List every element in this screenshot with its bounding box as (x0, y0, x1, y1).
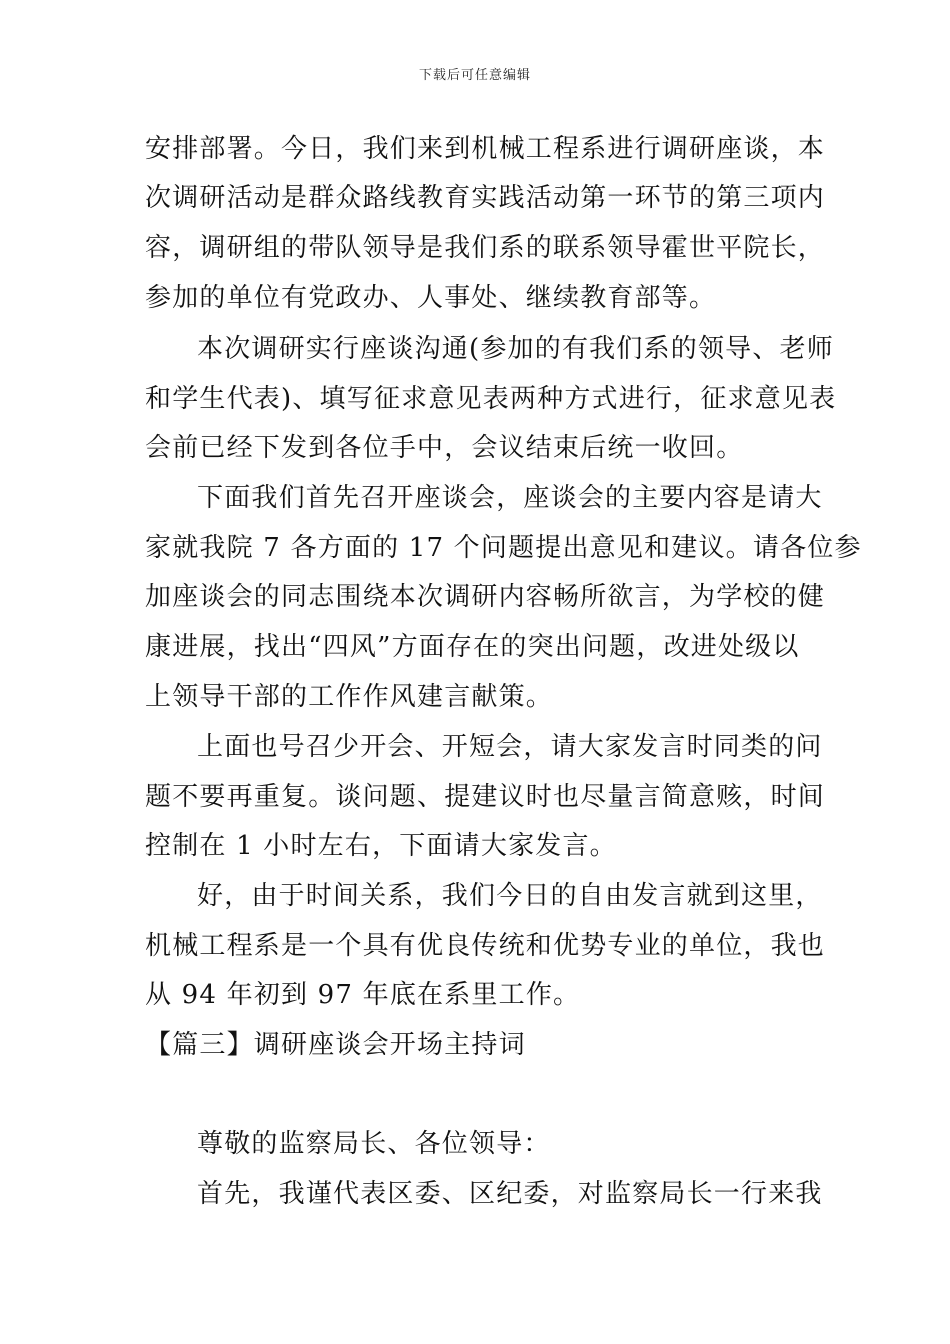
text-line: 上领导干部的工作作风建言献策。 (145, 682, 554, 712)
text-line: 参加的单位有党政办、人事处、继续教育部等。 (145, 283, 717, 313)
text-line: 加座谈会的同志围绕本次调研内容畅所欲言，为学校的健 (145, 582, 826, 612)
salutation: 尊敬的监察局长、各位领导： (197, 1129, 551, 1159)
text-line: 和学生代表)、填写征求意见表两种方式进行，征求意见表 (145, 384, 837, 414)
text-line: 下面我们首先召开座谈会，座谈会的主要内容是请大 (197, 483, 823, 513)
section-heading: 【篇三】调研座谈会开场主持词 (145, 1030, 526, 1060)
text-line: 首先，我谨代表区委、区纪委，对监察局长一行来我 (197, 1179, 823, 1209)
text-line: 家就我院 7 各方面的 17 个问题提出意见和建议。请各位参 (145, 533, 862, 563)
text-line: 康进展，找出“四风”方面存在的突出问题，改进处级以 (145, 632, 800, 662)
text-line: 好，由于时间关系，我们今日的自由发言就到这里， (197, 881, 823, 911)
text-line: 上面也号召少开会、开短会，请大家发言时同类的问 (197, 732, 823, 762)
text-line: 安排部署。今日，我们来到机械工程系进行调研座谈，本 (145, 134, 826, 164)
text-line: 机械工程系是一个具有优良传统和优势专业的单位，我也 (145, 931, 826, 961)
text-line: 题不要再重复。谈问题、提建议时也尽量言简意赅，时间 (145, 782, 826, 812)
text-line: 控制在 1 小时左右，下面请大家发言。 (145, 831, 617, 861)
page-header: 下载后可任意编辑 (418, 68, 531, 83)
text-line: 容，调研组的带队领导是我们系的联系领导霍世平院长， (145, 233, 826, 263)
text-line: 从 94 年初到 97 年底在系里工作。 (145, 980, 581, 1010)
text-line: 次调研活动是群众路线教育实践活动第一环节的第三项内 (145, 183, 826, 213)
text-line: 本次调研实行座谈沟通(参加的有我们系的领导、老师 (197, 334, 834, 364)
text-line: 会前已经下发到各位手中，会议结束后统一收回。 (145, 433, 744, 463)
